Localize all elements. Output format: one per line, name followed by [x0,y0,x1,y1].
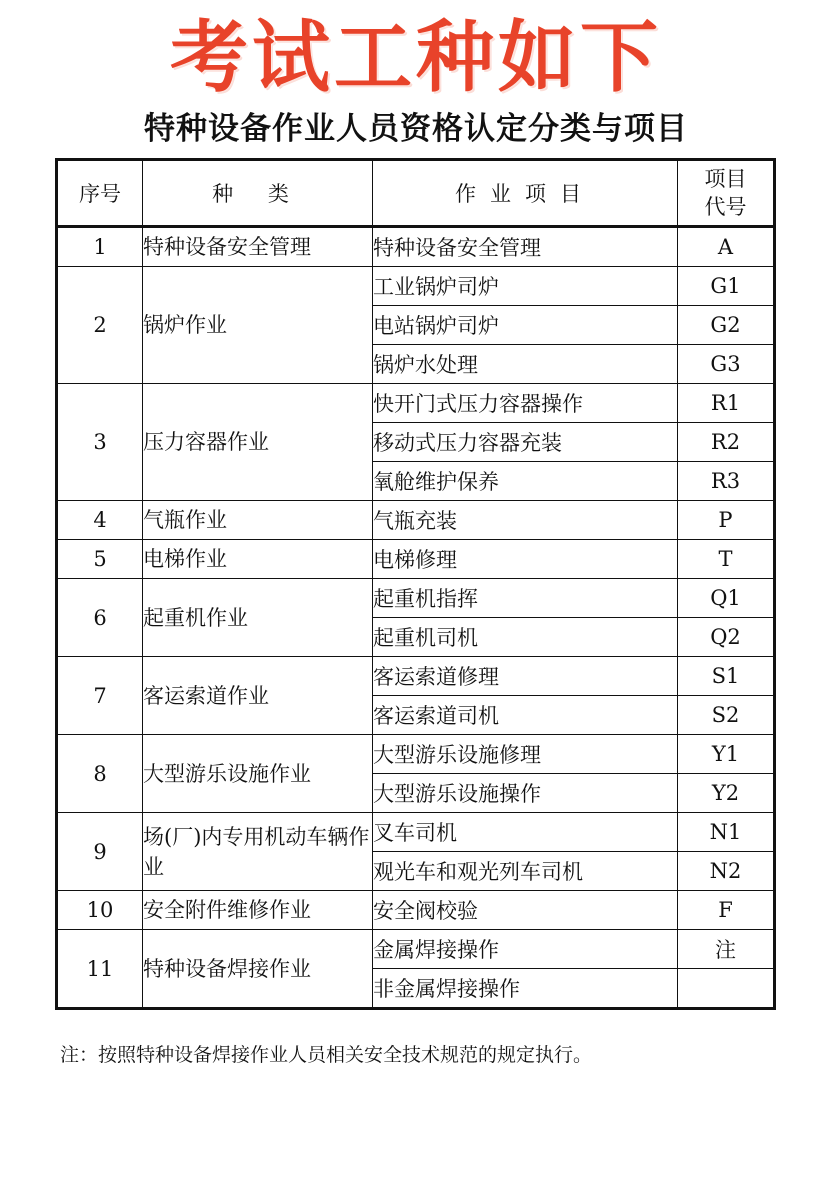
code-cell: R1 [678,384,775,423]
item-cell: 大型游乐设施修理 [373,735,678,774]
table-row [57,735,775,774]
code-cell: G1 [678,267,775,306]
code-cell: N1 [678,813,775,852]
category-cell: 安全附件维修作业 [143,891,373,930]
category-cell: 电梯作业 [143,540,373,579]
item-cell: 起重机司机 [373,618,678,657]
code-cell: S1 [678,657,775,696]
category-cell: 锅炉作业 [143,267,373,384]
seq-cell: 2 [57,267,143,384]
header-code-line2: 代号 [704,195,747,219]
table-row [57,540,775,579]
table-row [57,657,775,696]
item-cell: 电梯修理 [373,540,678,579]
item-cell: 移动式压力容器充装 [373,423,678,462]
code-cell: R3 [678,462,775,501]
code-cell: R2 [678,423,775,462]
table-row [57,227,775,267]
category-cell: 起重机作业 [143,579,373,657]
category-cell: 客运索道作业 [143,657,373,735]
item-cell: 氧舱维护保养 [373,462,678,501]
table-row [57,579,775,618]
code-cell: F [678,891,775,930]
item-cell: 金属焊接操作 [373,930,678,969]
code-cell: Q2 [678,618,775,657]
header-item [373,160,678,227]
seq-cell: 9 [57,813,143,891]
seq-cell: 5 [57,540,143,579]
category-cell: 特种设备焊接作业 [143,930,373,1009]
code-cell: S2 [678,696,775,735]
code-cell: Y1 [678,735,775,774]
code-cell: G3 [678,345,775,384]
seq-cell: 7 [57,657,143,735]
code-cell: 注 [678,930,775,969]
item-cell: 快开门式压力容器操作 [373,384,678,423]
code-cell: T [678,540,775,579]
code-cell: P [678,501,775,540]
header-item-label: 作业项目 [455,182,595,206]
table-row [57,930,775,969]
table-header-row [57,160,775,227]
item-cell: 大型游乐设施操作 [373,774,678,813]
qualification-table [55,158,776,1010]
table-body [57,227,775,1009]
item-cell: 观光车和观光列车司机 [373,852,678,891]
header-seq: 序号 [57,160,143,227]
item-cell: 叉车司机 [373,813,678,852]
table-row [57,813,775,852]
footnote: 注：按照特种设备焊接作业人员相关安全技术规范的规定执行。 [60,1044,593,1066]
table-row [57,891,775,930]
item-cell: 电站锅炉司炉 [373,306,678,345]
seq-cell: 6 [57,579,143,657]
seq-cell: 10 [57,891,143,930]
seq-cell: 3 [57,384,143,501]
category-cell: 特种设备安全管理 [143,227,373,267]
header-category-label: 种 类 [212,182,303,206]
item-cell: 非金属焊接操作 [373,969,678,1009]
item-cell: 客运索道修理 [373,657,678,696]
item-cell: 特种设备安全管理 [373,227,678,267]
header-code [678,160,775,227]
category-cell: 气瓶作业 [143,501,373,540]
item-cell: 起重机指挥 [373,579,678,618]
item-cell: 气瓶充装 [373,501,678,540]
seq-cell: 4 [57,501,143,540]
category-cell: 场(厂)内专用机动车辆作业 [143,813,373,891]
seq-cell: 8 [57,735,143,813]
header-code-line1: 项目 [704,167,747,191]
item-cell: 工业锅炉司炉 [373,267,678,306]
item-cell: 安全阀校验 [373,891,678,930]
seq-cell: 11 [57,930,143,1009]
code-cell: G2 [678,306,775,345]
code-cell [678,969,775,1009]
category-cell: 压力容器作业 [143,384,373,501]
table-row [57,267,775,306]
subtitle: 特种设备作业人员资格认定分类与项目 [144,111,688,147]
category-cell: 大型游乐设施作业 [143,735,373,813]
code-cell: Y2 [678,774,775,813]
header-category [143,160,373,227]
code-cell: N2 [678,852,775,891]
table-row [57,384,775,423]
code-cell: A [678,227,775,267]
table-row [57,501,775,540]
item-cell: 客运索道司机 [373,696,678,735]
item-cell: 锅炉水处理 [373,345,678,384]
seq-cell: 1 [57,227,143,267]
code-cell: Q1 [678,579,775,618]
headline: 考试工种如下 [169,13,662,103]
